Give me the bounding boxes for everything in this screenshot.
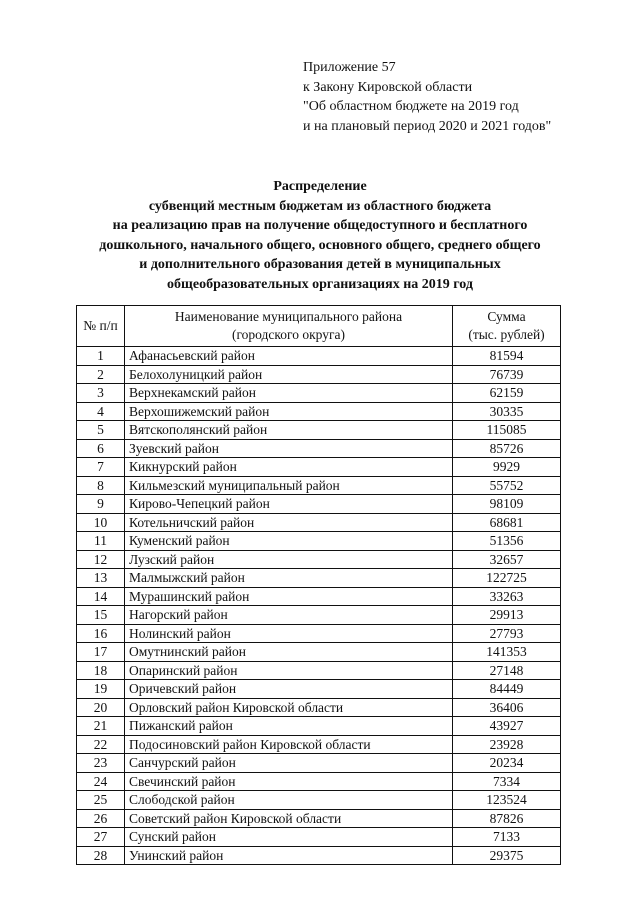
row-district-name: Нолинский район (125, 624, 453, 643)
table-header (77, 306, 561, 347)
row-district-name: Унинский район (125, 846, 453, 865)
row-amount: 84449 (453, 680, 561, 699)
row-amount: 51356 (453, 532, 561, 551)
table-row (77, 680, 561, 699)
row-district-name: Свечинский район (125, 772, 453, 791)
row-amount: 29375 (453, 846, 561, 865)
row-district-name: Санчурский район (125, 754, 453, 773)
row-amount: 141353 (453, 643, 561, 662)
title-line: субвенций местным бюджетам из областного бюджета (148, 198, 492, 214)
row-number: 21 (77, 717, 125, 736)
row-number: 26 (77, 809, 125, 828)
row-district-name: Кильмезский муниципальный район (125, 476, 453, 495)
title-line: дошкольного, начального общего, основного общего, среднего общего (99, 237, 541, 253)
table-row (77, 809, 561, 828)
table-row (77, 347, 561, 366)
table-row (77, 421, 561, 440)
row-number: 10 (77, 513, 125, 532)
row-district-name: Мурашинский район (125, 587, 453, 606)
row-amount: 122725 (453, 569, 561, 588)
row-district-name: Омутнинский район (125, 643, 453, 662)
row-district-name: Опаринский район (125, 661, 453, 680)
row-amount: 7133 (453, 828, 561, 847)
row-number: 28 (77, 846, 125, 865)
row-number: 9 (77, 495, 125, 514)
row-district-name: Орловский район Кировской области (125, 698, 453, 717)
row-number: 22 (77, 735, 125, 754)
table-row (77, 439, 561, 458)
row-number: 4 (77, 402, 125, 421)
row-district-name: Пижанский район (125, 717, 453, 736)
header-row (77, 306, 561, 347)
title-line: на реализацию прав на получение общедоступного и бесплатного (112, 218, 528, 233)
title-line: общеобразовательных организациях на 2019 год (167, 276, 473, 292)
row-amount: 68681 (453, 513, 561, 532)
row-number: 16 (77, 624, 125, 643)
table-row (77, 495, 561, 514)
row-number: 12 (77, 550, 125, 569)
table-row (77, 754, 561, 773)
table-row (77, 402, 561, 421)
table-row (77, 643, 561, 662)
table-row (77, 587, 561, 606)
row-district-name: Нагорский район (125, 606, 453, 625)
row-district-name: Кирово-Чепецкий район (125, 495, 453, 514)
row-number: 25 (77, 791, 125, 810)
row-number: 5 (77, 421, 125, 440)
row-amount: 87826 (453, 809, 561, 828)
row-district-name: Подосиновский район Кировской области (125, 735, 453, 754)
header-name-line1: Наименование муниципального района (174, 309, 403, 324)
title-line: и дополнительного образования детей в муниципальных (139, 257, 501, 272)
table-row (77, 513, 561, 532)
row-district-name: Оричевский район (125, 680, 453, 699)
row-district-name: Афанасьевский район (125, 347, 453, 366)
row-amount: 27148 (453, 661, 561, 680)
table-row (77, 846, 561, 865)
table-row (77, 772, 561, 791)
annex-line: к Закону Кировской области (303, 79, 473, 95)
row-district-name: Верхнекамский район (125, 384, 453, 403)
table-row (77, 698, 561, 717)
table-row (77, 661, 561, 680)
title-line: Распределение (273, 179, 367, 194)
row-amount: 20234 (453, 754, 561, 773)
row-number: 20 (77, 698, 125, 717)
row-number: 2 (77, 365, 125, 384)
row-number: 17 (77, 643, 125, 662)
row-amount: 43927 (453, 717, 561, 736)
row-district-name: Малмыжский район (125, 569, 453, 588)
row-amount: 98109 (453, 495, 561, 514)
row-amount: 55752 (453, 476, 561, 495)
header-num-label: № п/п (83, 318, 118, 333)
header-sum-line2: (тыс. рублей) (468, 327, 545, 342)
row-number: 7 (77, 458, 125, 477)
row-amount: 32657 (453, 550, 561, 569)
document-title (0, 177, 640, 294)
row-amount: 9929 (453, 458, 561, 477)
header-name-line2: (городского округа) (231, 327, 346, 342)
header-sum (453, 306, 561, 347)
table-row (77, 458, 561, 477)
row-district-name: Зуевский район (125, 439, 453, 458)
annex-header (303, 58, 551, 136)
row-number: 15 (77, 606, 125, 625)
table-row (77, 550, 561, 569)
row-district-name: Кикнурский район (125, 458, 453, 477)
row-number: 27 (77, 828, 125, 847)
row-number: 1 (77, 347, 125, 366)
annex-line: Приложение 57 (303, 60, 396, 75)
row-number: 14 (77, 587, 125, 606)
table-row (77, 532, 561, 551)
row-amount: 85726 (453, 439, 561, 458)
row-district-name: Сунский район (125, 828, 453, 847)
row-district-name: Советский район Кировской области (125, 809, 453, 828)
row-district-name: Верхошижемский район (125, 402, 453, 421)
row-district-name: Лузский район (125, 550, 453, 569)
row-number: 3 (77, 384, 125, 403)
row-amount: 27793 (453, 624, 561, 643)
row-number: 18 (77, 661, 125, 680)
row-number: 24 (77, 772, 125, 791)
table-row (77, 624, 561, 643)
distribution-table (76, 305, 561, 865)
row-amount: 115085 (453, 421, 561, 440)
row-amount: 7334 (453, 772, 561, 791)
row-district-name: Котельничский район (125, 513, 453, 532)
table-row (77, 735, 561, 754)
row-amount: 123524 (453, 791, 561, 810)
row-number: 19 (77, 680, 125, 699)
row-amount: 62159 (453, 384, 561, 403)
table-row (77, 365, 561, 384)
row-amount: 29913 (453, 606, 561, 625)
row-number: 13 (77, 569, 125, 588)
table-body (77, 347, 561, 865)
table-row (77, 569, 561, 588)
table-row (77, 384, 561, 403)
row-amount: 30335 (453, 402, 561, 421)
row-amount: 23928 (453, 735, 561, 754)
row-district-name: Вятскополянский район (125, 421, 453, 440)
row-district-name: Слободской район (125, 791, 453, 810)
row-number: 6 (77, 439, 125, 458)
table-row (77, 476, 561, 495)
row-amount: 36406 (453, 698, 561, 717)
table-row (77, 717, 561, 736)
header-name (125, 306, 453, 347)
row-amount: 76739 (453, 365, 561, 384)
annex-line: "Об областном бюджете на 2019 год (303, 99, 519, 114)
row-amount: 33263 (453, 587, 561, 606)
row-district-name: Белохолуницкий район (125, 365, 453, 384)
row-number: 23 (77, 754, 125, 773)
table-row (77, 791, 561, 810)
row-number: 11 (77, 532, 125, 551)
row-district-name: Куменский район (125, 532, 453, 551)
header-num (77, 306, 125, 347)
row-number: 8 (77, 476, 125, 495)
table-row (77, 828, 561, 847)
annex-line: и на плановый период 2020 и 2021 годов" (303, 118, 552, 134)
table-row (77, 606, 561, 625)
row-amount: 81594 (453, 347, 561, 366)
header-sum-line1: Сумма (487, 309, 526, 324)
